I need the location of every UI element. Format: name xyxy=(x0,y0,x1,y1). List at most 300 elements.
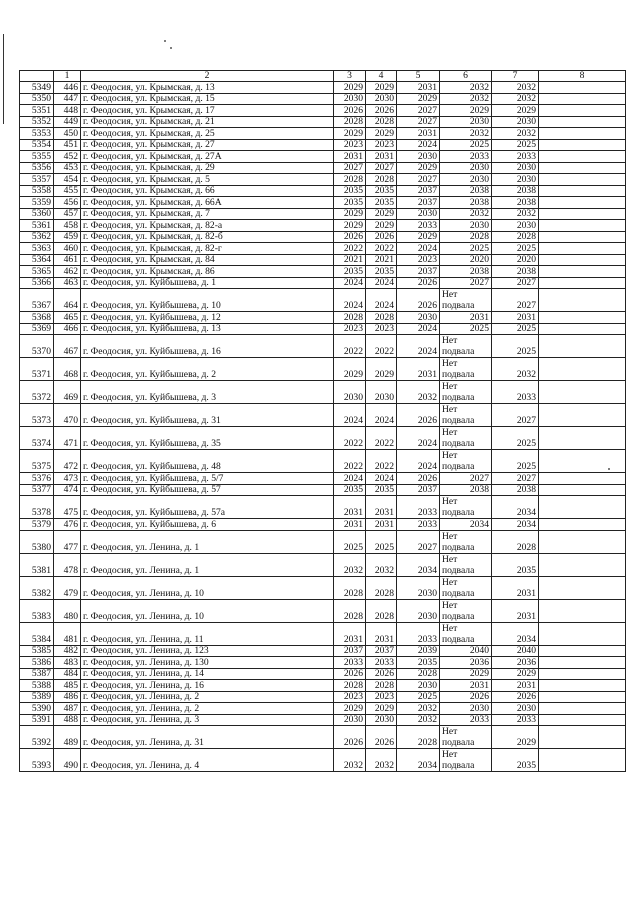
year-col4-cell: 2033 xyxy=(366,657,397,669)
row-number-cell: 5355 xyxy=(20,151,54,163)
year-col4-cell: 2030 xyxy=(366,381,397,404)
col8-cell xyxy=(539,93,626,105)
row-index-cell: 489 xyxy=(54,726,81,749)
year-col4-cell: 2035 xyxy=(366,185,397,197)
year-col3-cell: 2028 xyxy=(334,680,366,692)
column-header: 1 xyxy=(54,71,81,82)
address-cell: г. Феодосия, ул. Крымская, д. 7 xyxy=(81,208,334,220)
col8-cell xyxy=(539,358,626,381)
year-col4-cell: 2026 xyxy=(366,231,397,243)
row-index-cell: 479 xyxy=(54,576,81,599)
year-col3-cell: 2031 xyxy=(334,622,366,645)
table-row xyxy=(20,530,626,553)
col8-cell xyxy=(539,105,626,117)
row-number-cell: 5350 xyxy=(20,93,54,105)
year-col7-cell: 2034 xyxy=(492,519,539,531)
address-cell: г. Феодосия, ул. Крымская, д. 82-г xyxy=(81,243,334,255)
address-cell: г. Феодосия, ул. Крымская, д. 29 xyxy=(81,162,334,174)
address-cell: г. Феодосия, ул. Крымская, д. 27А xyxy=(81,151,334,163)
year-col3-cell: 2029 xyxy=(334,128,366,140)
year-col5-cell: 2033 xyxy=(397,220,440,232)
address-cell: г. Феодосия, ул. Ленина, д. 1 xyxy=(81,530,334,553)
year-col3-cell: 2029 xyxy=(334,358,366,381)
row-index-cell: 461 xyxy=(54,254,81,266)
year-col6-cell: 2036 xyxy=(440,657,492,669)
year-col3-cell: 2024 xyxy=(334,289,366,312)
year-col5-cell: 2034 xyxy=(397,749,440,772)
housing-register-table xyxy=(19,70,626,772)
year-col3-cell: 2030 xyxy=(334,93,366,105)
col8-cell xyxy=(539,243,626,255)
row-index-cell: 486 xyxy=(54,691,81,703)
row-number-cell: 5373 xyxy=(20,404,54,427)
year-col7-cell: 2034 xyxy=(492,622,539,645)
table-row xyxy=(20,358,626,381)
row-index-cell: 482 xyxy=(54,645,81,657)
row-number-cell: 5351 xyxy=(20,105,54,117)
year-col7-cell: 2040 xyxy=(492,645,539,657)
address-cell: г. Феодосия, ул. Крымская, д. 25 xyxy=(81,128,334,140)
year-col6-cell: Нет подвала xyxy=(440,289,492,312)
year-col7-cell: 2033 xyxy=(492,151,539,163)
row-index-cell: 469 xyxy=(54,381,81,404)
year-col5-cell: 2031 xyxy=(397,82,440,94)
year-col5-cell: 2024 xyxy=(397,243,440,255)
year-col6-cell: 2030 xyxy=(440,220,492,232)
col8-cell xyxy=(539,680,626,692)
row-index-cell: 454 xyxy=(54,174,81,186)
col8-cell xyxy=(539,668,626,680)
year-col6-cell: 2032 xyxy=(440,128,492,140)
col8-cell xyxy=(539,484,626,496)
row-index-cell: 448 xyxy=(54,105,81,117)
year-col7-cell: 2031 xyxy=(492,680,539,692)
year-col7-cell: 2020 xyxy=(492,254,539,266)
year-col7-cell: 2033 xyxy=(492,714,539,726)
year-col3-cell: 2029 xyxy=(334,703,366,715)
year-col5-cell: 2030 xyxy=(397,680,440,692)
year-col4-cell: 2028 xyxy=(366,599,397,622)
col8-cell xyxy=(539,530,626,553)
row-index-cell: 488 xyxy=(54,714,81,726)
address-cell: г. Феодосия, ул. Крымская, д. 15 xyxy=(81,93,334,105)
year-col3-cell: 2026 xyxy=(334,668,366,680)
year-col7-cell: 2034 xyxy=(492,496,539,519)
row-number-cell: 5378 xyxy=(20,496,54,519)
address-cell: г. Феодосия, ул. Крымская, д. 27 xyxy=(81,139,334,151)
table-row xyxy=(20,197,626,209)
left-margin-line xyxy=(3,34,4,124)
col8-cell xyxy=(539,266,626,278)
year-col7-cell: 2036 xyxy=(492,657,539,669)
table-row xyxy=(20,484,626,496)
row-number-cell: 5393 xyxy=(20,749,54,772)
year-col6-cell: 2038 xyxy=(440,185,492,197)
year-col6-cell: 2038 xyxy=(440,266,492,278)
year-col4-cell: 2028 xyxy=(366,576,397,599)
year-col3-cell: 2025 xyxy=(334,530,366,553)
col8-cell xyxy=(539,335,626,358)
table-row xyxy=(20,726,626,749)
year-col5-cell: 2031 xyxy=(397,358,440,381)
col8-cell xyxy=(539,726,626,749)
year-col7-cell: 2030 xyxy=(492,162,539,174)
year-col6-cell: Нет подвала xyxy=(440,576,492,599)
table-row xyxy=(20,381,626,404)
year-col3-cell: 2024 xyxy=(334,404,366,427)
year-col6-cell: 2031 xyxy=(440,680,492,692)
column-header: 5 xyxy=(397,71,440,82)
year-col6-cell: 2029 xyxy=(440,668,492,680)
column-header: 2 xyxy=(81,71,334,82)
scan-speck xyxy=(164,40,166,42)
table-row xyxy=(20,277,626,289)
row-number-cell: 5353 xyxy=(20,128,54,140)
col8-cell xyxy=(539,208,626,220)
row-number-cell: 5372 xyxy=(20,381,54,404)
year-col3-cell: 2032 xyxy=(334,749,366,772)
year-col5-cell: 2032 xyxy=(397,703,440,715)
table-row xyxy=(20,231,626,243)
year-col4-cell: 2030 xyxy=(366,714,397,726)
table-row xyxy=(20,266,626,278)
row-number-cell: 5377 xyxy=(20,484,54,496)
address-cell: г. Феодосия, ул. Куйбышева, д. 16 xyxy=(81,335,334,358)
year-col5-cell: 2030 xyxy=(397,208,440,220)
row-number-cell: 5368 xyxy=(20,312,54,324)
year-col7-cell: 2031 xyxy=(492,576,539,599)
year-col4-cell: 2024 xyxy=(366,277,397,289)
year-col3-cell: 2033 xyxy=(334,657,366,669)
year-col4-cell: 2032 xyxy=(366,553,397,576)
col8-cell xyxy=(539,220,626,232)
row-number-cell: 5356 xyxy=(20,162,54,174)
table-row xyxy=(20,82,626,94)
year-col5-cell: 2026 xyxy=(397,473,440,485)
table-row xyxy=(20,185,626,197)
year-col6-cell: 2030 xyxy=(440,174,492,186)
year-col4-cell: 2022 xyxy=(366,335,397,358)
table-row xyxy=(20,749,626,772)
table-row xyxy=(20,254,626,266)
year-col6-cell: 2031 xyxy=(440,312,492,324)
year-col7-cell: 2029 xyxy=(492,726,539,749)
year-col6-cell: 2034 xyxy=(440,519,492,531)
year-col7-cell: 2025 xyxy=(492,323,539,335)
year-col3-cell: 2022 xyxy=(334,450,366,473)
year-col4-cell: 2035 xyxy=(366,266,397,278)
row-index-cell: 477 xyxy=(54,530,81,553)
year-col5-cell: 2029 xyxy=(397,231,440,243)
row-index-cell: 466 xyxy=(54,323,81,335)
table-row xyxy=(20,116,626,128)
row-index-cell: 455 xyxy=(54,185,81,197)
year-col5-cell: 2024 xyxy=(397,139,440,151)
year-col6-cell: 2029 xyxy=(440,105,492,117)
row-number-cell: 5376 xyxy=(20,473,54,485)
address-cell: г. Феодосия, ул. Ленина, д. 3 xyxy=(81,714,334,726)
year-col6-cell: Нет подвала xyxy=(440,404,492,427)
col8-cell xyxy=(539,473,626,485)
year-col5-cell: 2026 xyxy=(397,289,440,312)
row-number-cell: 5369 xyxy=(20,323,54,335)
column-header xyxy=(20,71,54,82)
row-index-cell: 451 xyxy=(54,139,81,151)
year-col6-cell: 2025 xyxy=(440,243,492,255)
year-col6-cell: Нет подвала xyxy=(440,726,492,749)
year-col5-cell: 2039 xyxy=(397,645,440,657)
year-col6-cell: 2033 xyxy=(440,714,492,726)
table-row xyxy=(20,162,626,174)
row-index-cell: 476 xyxy=(54,519,81,531)
year-col7-cell: 2030 xyxy=(492,116,539,128)
year-col5-cell: 2027 xyxy=(397,105,440,117)
year-col6-cell: 2030 xyxy=(440,162,492,174)
year-col4-cell: 2035 xyxy=(366,484,397,496)
row-number-cell: 5354 xyxy=(20,139,54,151)
address-cell: г. Феодосия, ул. Ленина, д. 10 xyxy=(81,576,334,599)
column-header: 4 xyxy=(366,71,397,82)
year-col5-cell: 2030 xyxy=(397,599,440,622)
year-col3-cell: 2028 xyxy=(334,174,366,186)
year-col6-cell: 2027 xyxy=(440,473,492,485)
row-index-cell: 474 xyxy=(54,484,81,496)
address-cell: г. Феодосия, ул. Крымская, д. 82-а xyxy=(81,220,334,232)
col8-cell xyxy=(539,312,626,324)
year-col7-cell: 2038 xyxy=(492,197,539,209)
row-index-cell: 447 xyxy=(54,93,81,105)
col8-cell xyxy=(539,645,626,657)
row-number-cell: 5362 xyxy=(20,231,54,243)
year-col4-cell: 2031 xyxy=(366,496,397,519)
header-row xyxy=(20,71,626,82)
year-col3-cell: 2032 xyxy=(334,553,366,576)
year-col7-cell: 2038 xyxy=(492,484,539,496)
col8-cell xyxy=(539,657,626,669)
year-col3-cell: 2037 xyxy=(334,645,366,657)
row-index-cell: 478 xyxy=(54,553,81,576)
year-col3-cell: 2022 xyxy=(334,335,366,358)
row-index-cell: 459 xyxy=(54,231,81,243)
table-row xyxy=(20,496,626,519)
table-row xyxy=(20,323,626,335)
year-col3-cell: 2023 xyxy=(334,691,366,703)
address-cell: г. Феодосия, ул. Ленина, д. 2 xyxy=(81,691,334,703)
year-col5-cell: 2031 xyxy=(397,128,440,140)
year-col3-cell: 2035 xyxy=(334,484,366,496)
year-col6-cell: 2033 xyxy=(440,151,492,163)
year-col6-cell: Нет подвала xyxy=(440,553,492,576)
year-col4-cell: 2028 xyxy=(366,116,397,128)
column-header: 8 xyxy=(539,71,626,82)
year-col4-cell: 2023 xyxy=(366,691,397,703)
year-col6-cell: Нет подвала xyxy=(440,381,492,404)
row-index-cell: 452 xyxy=(54,151,81,163)
row-number-cell: 5387 xyxy=(20,668,54,680)
table-row xyxy=(20,404,626,427)
year-col5-cell: 2032 xyxy=(397,381,440,404)
row-number-cell: 5380 xyxy=(20,530,54,553)
address-cell: г. Феодосия, ул. Крымская, д. 84 xyxy=(81,254,334,266)
year-col4-cell: 2022 xyxy=(366,427,397,450)
address-cell: г. Феодосия, ул. Куйбышева, д. 3 xyxy=(81,381,334,404)
address-cell: г. Феодосия, ул. Крымская, д. 66 xyxy=(81,185,334,197)
year-col3-cell: 2028 xyxy=(334,599,366,622)
year-col7-cell: 2027 xyxy=(492,277,539,289)
year-col4-cell: 2023 xyxy=(366,323,397,335)
col8-cell xyxy=(539,691,626,703)
row-number-cell: 5357 xyxy=(20,174,54,186)
row-number-cell: 5389 xyxy=(20,691,54,703)
year-col5-cell: 2024 xyxy=(397,335,440,358)
row-index-cell: 467 xyxy=(54,335,81,358)
year-col4-cell: 2031 xyxy=(366,151,397,163)
year-col7-cell: 2025 xyxy=(492,139,539,151)
year-col7-cell: 2033 xyxy=(492,381,539,404)
col8-cell xyxy=(539,496,626,519)
col8-cell xyxy=(539,714,626,726)
year-col6-cell: 2032 xyxy=(440,208,492,220)
table-row xyxy=(20,450,626,473)
col8-cell xyxy=(539,381,626,404)
year-col4-cell: 2035 xyxy=(366,197,397,209)
address-cell: г. Феодосия, ул. Ленина, д. 11 xyxy=(81,622,334,645)
year-col6-cell: 2028 xyxy=(440,231,492,243)
year-col6-cell: 2027 xyxy=(440,277,492,289)
year-col5-cell: 2033 xyxy=(397,519,440,531)
row-index-cell: 473 xyxy=(54,473,81,485)
col8-cell xyxy=(539,162,626,174)
address-cell: г. Феодосия, ул. Крымская, д. 86 xyxy=(81,266,334,278)
table-row xyxy=(20,714,626,726)
year-col5-cell: 2030 xyxy=(397,312,440,324)
year-col7-cell: 2027 xyxy=(492,473,539,485)
year-col7-cell: 2027 xyxy=(492,289,539,312)
address-cell: г. Феодосия, ул. Куйбышева, д. 13 xyxy=(81,323,334,335)
year-col6-cell: 2030 xyxy=(440,703,492,715)
col8-cell xyxy=(539,277,626,289)
col8-cell xyxy=(539,404,626,427)
table-row xyxy=(20,139,626,151)
col8-cell xyxy=(539,519,626,531)
row-number-cell: 5358 xyxy=(20,185,54,197)
table-row xyxy=(20,576,626,599)
col8-cell xyxy=(539,749,626,772)
table-row xyxy=(20,599,626,622)
row-number-cell: 5390 xyxy=(20,703,54,715)
row-index-cell: 456 xyxy=(54,197,81,209)
year-col6-cell: 2032 xyxy=(440,82,492,94)
table-row xyxy=(20,289,626,312)
table-row xyxy=(20,668,626,680)
table-row xyxy=(20,622,626,645)
year-col4-cell: 2031 xyxy=(366,622,397,645)
address-cell: г. Феодосия, ул. Куйбышева, д. 6 xyxy=(81,519,334,531)
year-col7-cell: 2025 xyxy=(492,243,539,255)
year-col5-cell: 2034 xyxy=(397,553,440,576)
year-col6-cell: 2040 xyxy=(440,645,492,657)
address-cell: г. Феодосия, ул. Ленина, д. 2 xyxy=(81,703,334,715)
row-index-cell: 471 xyxy=(54,427,81,450)
row-number-cell: 5365 xyxy=(20,266,54,278)
col8-cell xyxy=(539,323,626,335)
row-index-cell: 457 xyxy=(54,208,81,220)
address-cell: г. Феодосия, ул. Куйбышева, д. 10 xyxy=(81,289,334,312)
row-index-cell: 480 xyxy=(54,599,81,622)
year-col3-cell: 2027 xyxy=(334,162,366,174)
row-number-cell: 5374 xyxy=(20,427,54,450)
year-col3-cell: 2035 xyxy=(334,197,366,209)
year-col4-cell: 2023 xyxy=(366,139,397,151)
table-row xyxy=(20,553,626,576)
table-row xyxy=(20,220,626,232)
address-cell: г. Феодосия, ул. Куйбышева, д. 57 xyxy=(81,484,334,496)
row-index-cell: 463 xyxy=(54,277,81,289)
row-number-cell: 5363 xyxy=(20,243,54,255)
address-cell: г. Феодосия, ул. Куйбышева, д. 35 xyxy=(81,427,334,450)
year-col6-cell: Нет подвала xyxy=(440,335,492,358)
table-row xyxy=(20,174,626,186)
table-row xyxy=(20,105,626,117)
year-col7-cell: 2025 xyxy=(492,335,539,358)
col8-cell xyxy=(539,289,626,312)
address-cell: г. Феодосия, ул. Крымская, д. 66А xyxy=(81,197,334,209)
address-cell: г. Феодосия, ул. Куйбышева, д. 57а xyxy=(81,496,334,519)
row-number-cell: 5391 xyxy=(20,714,54,726)
year-col3-cell: 2022 xyxy=(334,427,366,450)
year-col5-cell: 2037 xyxy=(397,185,440,197)
row-index-cell: 450 xyxy=(54,128,81,140)
year-col4-cell: 2027 xyxy=(366,162,397,174)
row-number-cell: 5392 xyxy=(20,726,54,749)
table-row xyxy=(20,243,626,255)
year-col5-cell: 2030 xyxy=(397,576,440,599)
row-index-cell: 470 xyxy=(54,404,81,427)
year-col4-cell: 2025 xyxy=(366,530,397,553)
table-row xyxy=(20,208,626,220)
year-col7-cell: 2032 xyxy=(492,208,539,220)
year-col3-cell: 2028 xyxy=(334,116,366,128)
year-col4-cell: 2028 xyxy=(366,680,397,692)
table-row xyxy=(20,473,626,485)
year-col3-cell: 2031 xyxy=(334,151,366,163)
year-col6-cell: 2020 xyxy=(440,254,492,266)
col8-cell xyxy=(539,82,626,94)
address-cell: г. Феодосия, ул. Ленина, д. 1 xyxy=(81,553,334,576)
year-col6-cell: 2038 xyxy=(440,484,492,496)
year-col4-cell: 2030 xyxy=(366,93,397,105)
table-row xyxy=(20,427,626,450)
year-col5-cell: 2035 xyxy=(397,657,440,669)
year-col4-cell: 2024 xyxy=(366,473,397,485)
row-number-cell: 5366 xyxy=(20,277,54,289)
year-col5-cell: 2024 xyxy=(397,450,440,473)
year-col5-cell: 2032 xyxy=(397,714,440,726)
year-col5-cell: 2037 xyxy=(397,484,440,496)
address-cell: г. Феодосия, ул. Куйбышева, д. 5/7 xyxy=(81,473,334,485)
row-index-cell: 487 xyxy=(54,703,81,715)
year-col5-cell: 2033 xyxy=(397,496,440,519)
year-col3-cell: 2028 xyxy=(334,576,366,599)
address-cell: г. Феодосия, ул. Ленина, д. 31 xyxy=(81,726,334,749)
year-col5-cell: 2027 xyxy=(397,116,440,128)
table-row xyxy=(20,335,626,358)
year-col7-cell: 2035 xyxy=(492,553,539,576)
address-cell: г. Феодосия, ул. Ленина, д. 10 xyxy=(81,599,334,622)
table-row xyxy=(20,680,626,692)
col8-cell xyxy=(539,703,626,715)
year-col5-cell: 2033 xyxy=(397,622,440,645)
